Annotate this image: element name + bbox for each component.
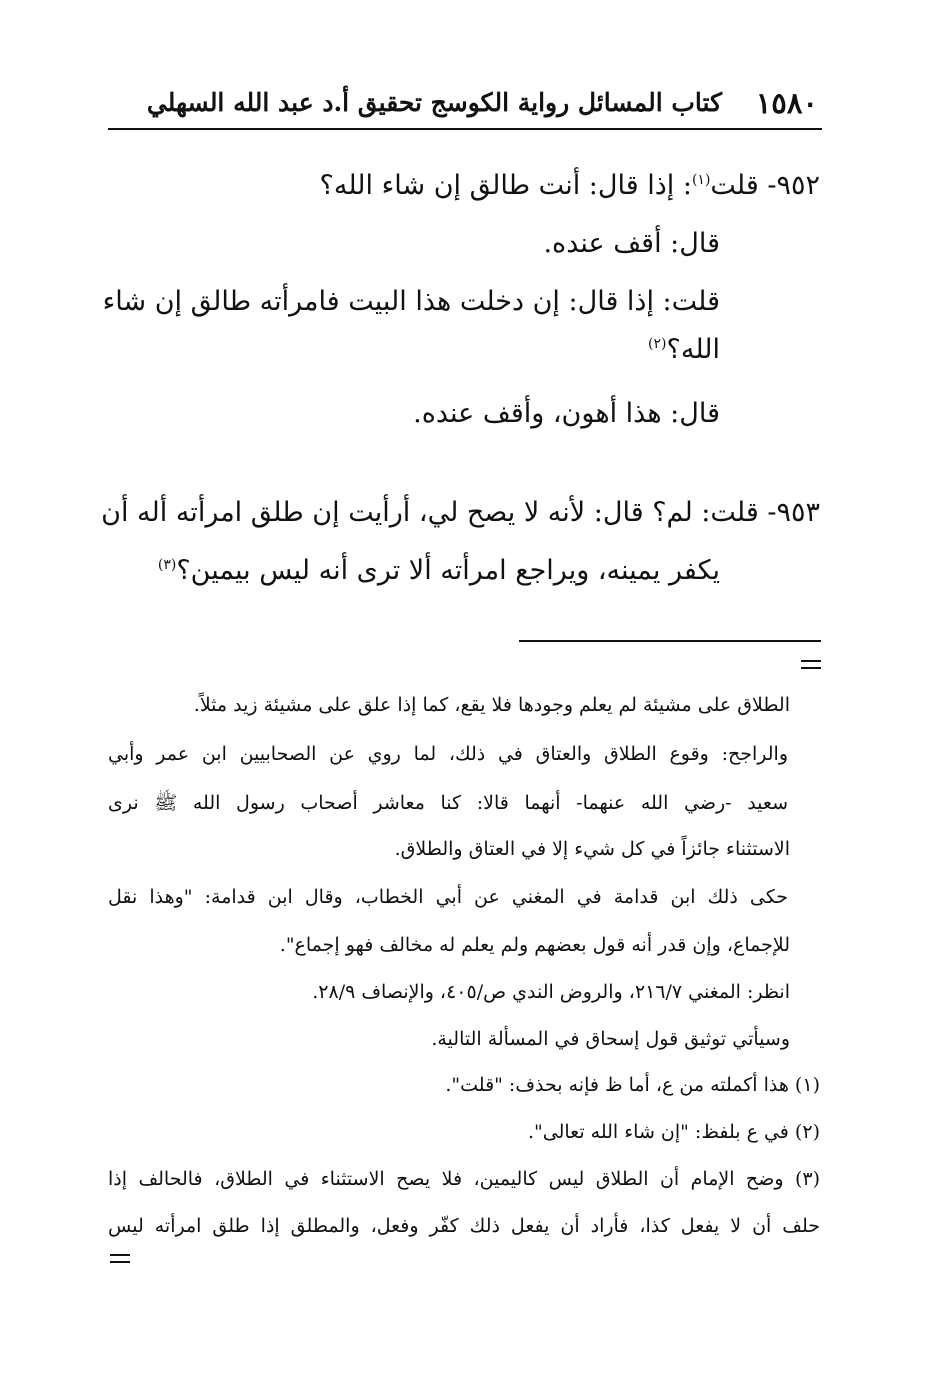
footnote-ref: (٢)	[648, 336, 667, 352]
question-953-line-1: ٩٥٣- قلت: لم؟ قال: لأنه لا يصح لي، أرأيت إن طلق امرأته أله أن	[101, 497, 820, 528]
question-952-line-5: قال: هذا أهون، وأقف عنده.	[413, 398, 720, 429]
question-952-line-3: قلت: إذا قال: إن دخلت هذا البيت فامرأته طالق إن شاء	[102, 286, 720, 317]
continuation-mark	[801, 660, 821, 662]
page-number: ١٥٨٠	[755, 86, 818, 120]
footnote-line: الطلاق على مشيئة لم يعلم وجودها فلا يقع، كما إذا علق على مشيئة زيد مثلاً.	[193, 694, 790, 716]
footnote-separator	[519, 640, 821, 642]
continuation-mark	[110, 1254, 130, 1256]
footnote-line: والراجح: وقوع الطلاق والعتاق في ذلك، لما روي عن الصحابيين ابن عمر وأبي	[108, 743, 788, 765]
question-952-line-2: قال: أقف عنده.	[543, 228, 720, 259]
footnote-3-line-2: حلف أن لا يفعل كذا، فأراد أن يفعل ذلك كفّر وفعل، والمطلق إذا طلق امرأته ليس	[108, 1215, 820, 1237]
question-number: ٩٥٢-	[767, 170, 820, 201]
header-rule	[108, 128, 822, 130]
footnote-ref: (١)	[691, 172, 711, 188]
question-number: ٩٥٣-	[767, 497, 820, 528]
footnote-line: سعيد -رضي الله عنهما- أنهما قالا: كنا معاشر أصحاب رسول الله ﷺ نرى	[108, 792, 788, 814]
footnote-line: للإجماع، وإن قدر أنه قول بعضهم ولم يعلم له مخالف فهو إجماع".	[279, 934, 790, 956]
footnote-3-line-1: (٣) وضح الإمام أن الطلاق ليس كاليمين، فلا يصح الاستثناء في الطلاق، فالحالف إذا	[108, 1168, 820, 1190]
footnote-line: انظر: المغني ٢١٦/٧، والروض الندي ص/٤٠٥، والإنصاف ٢٨/٩.	[312, 981, 790, 1003]
footnote-2: (٢) في ع بلفظ: "إن شاء الله تعالى".	[527, 1121, 820, 1143]
question-953-line-2: يكفر يمينه، ويراجع امرأته ألا ترى أنه ليس بيمين؟$^{(٣)}$	[157, 555, 720, 586]
footnote-ref: (٣)	[157, 557, 177, 573]
footnote-line: الاستثناء جائزاً في كل شيء إلا في العتاق والطلاق.	[394, 838, 790, 860]
running-header-title: كتاب المسائل رواية الكوسج تحقيق أ.د عبد الله السهلي	[146, 88, 722, 117]
footnote-line: وسيأتي توثيق قول إسحاق في المسألة التالية.	[431, 1028, 790, 1050]
question-952-line-4: الله؟$^{(٢)}$	[648, 334, 720, 365]
footnote-1: (١) هذا أكملته من ع، أما ظ فإنه بحذف: "قلت".	[445, 1074, 820, 1096]
question-952-line-1: ٩٥٢- قلت$^{(١)}$: إذا قال: أنت طالق إن شاء الله؟	[319, 170, 820, 201]
footnote-line: حكى ذلك ابن قدامة في المغني عن أبي الخطاب، وقال ابن قدامة: "وهذا نقل	[108, 886, 788, 908]
